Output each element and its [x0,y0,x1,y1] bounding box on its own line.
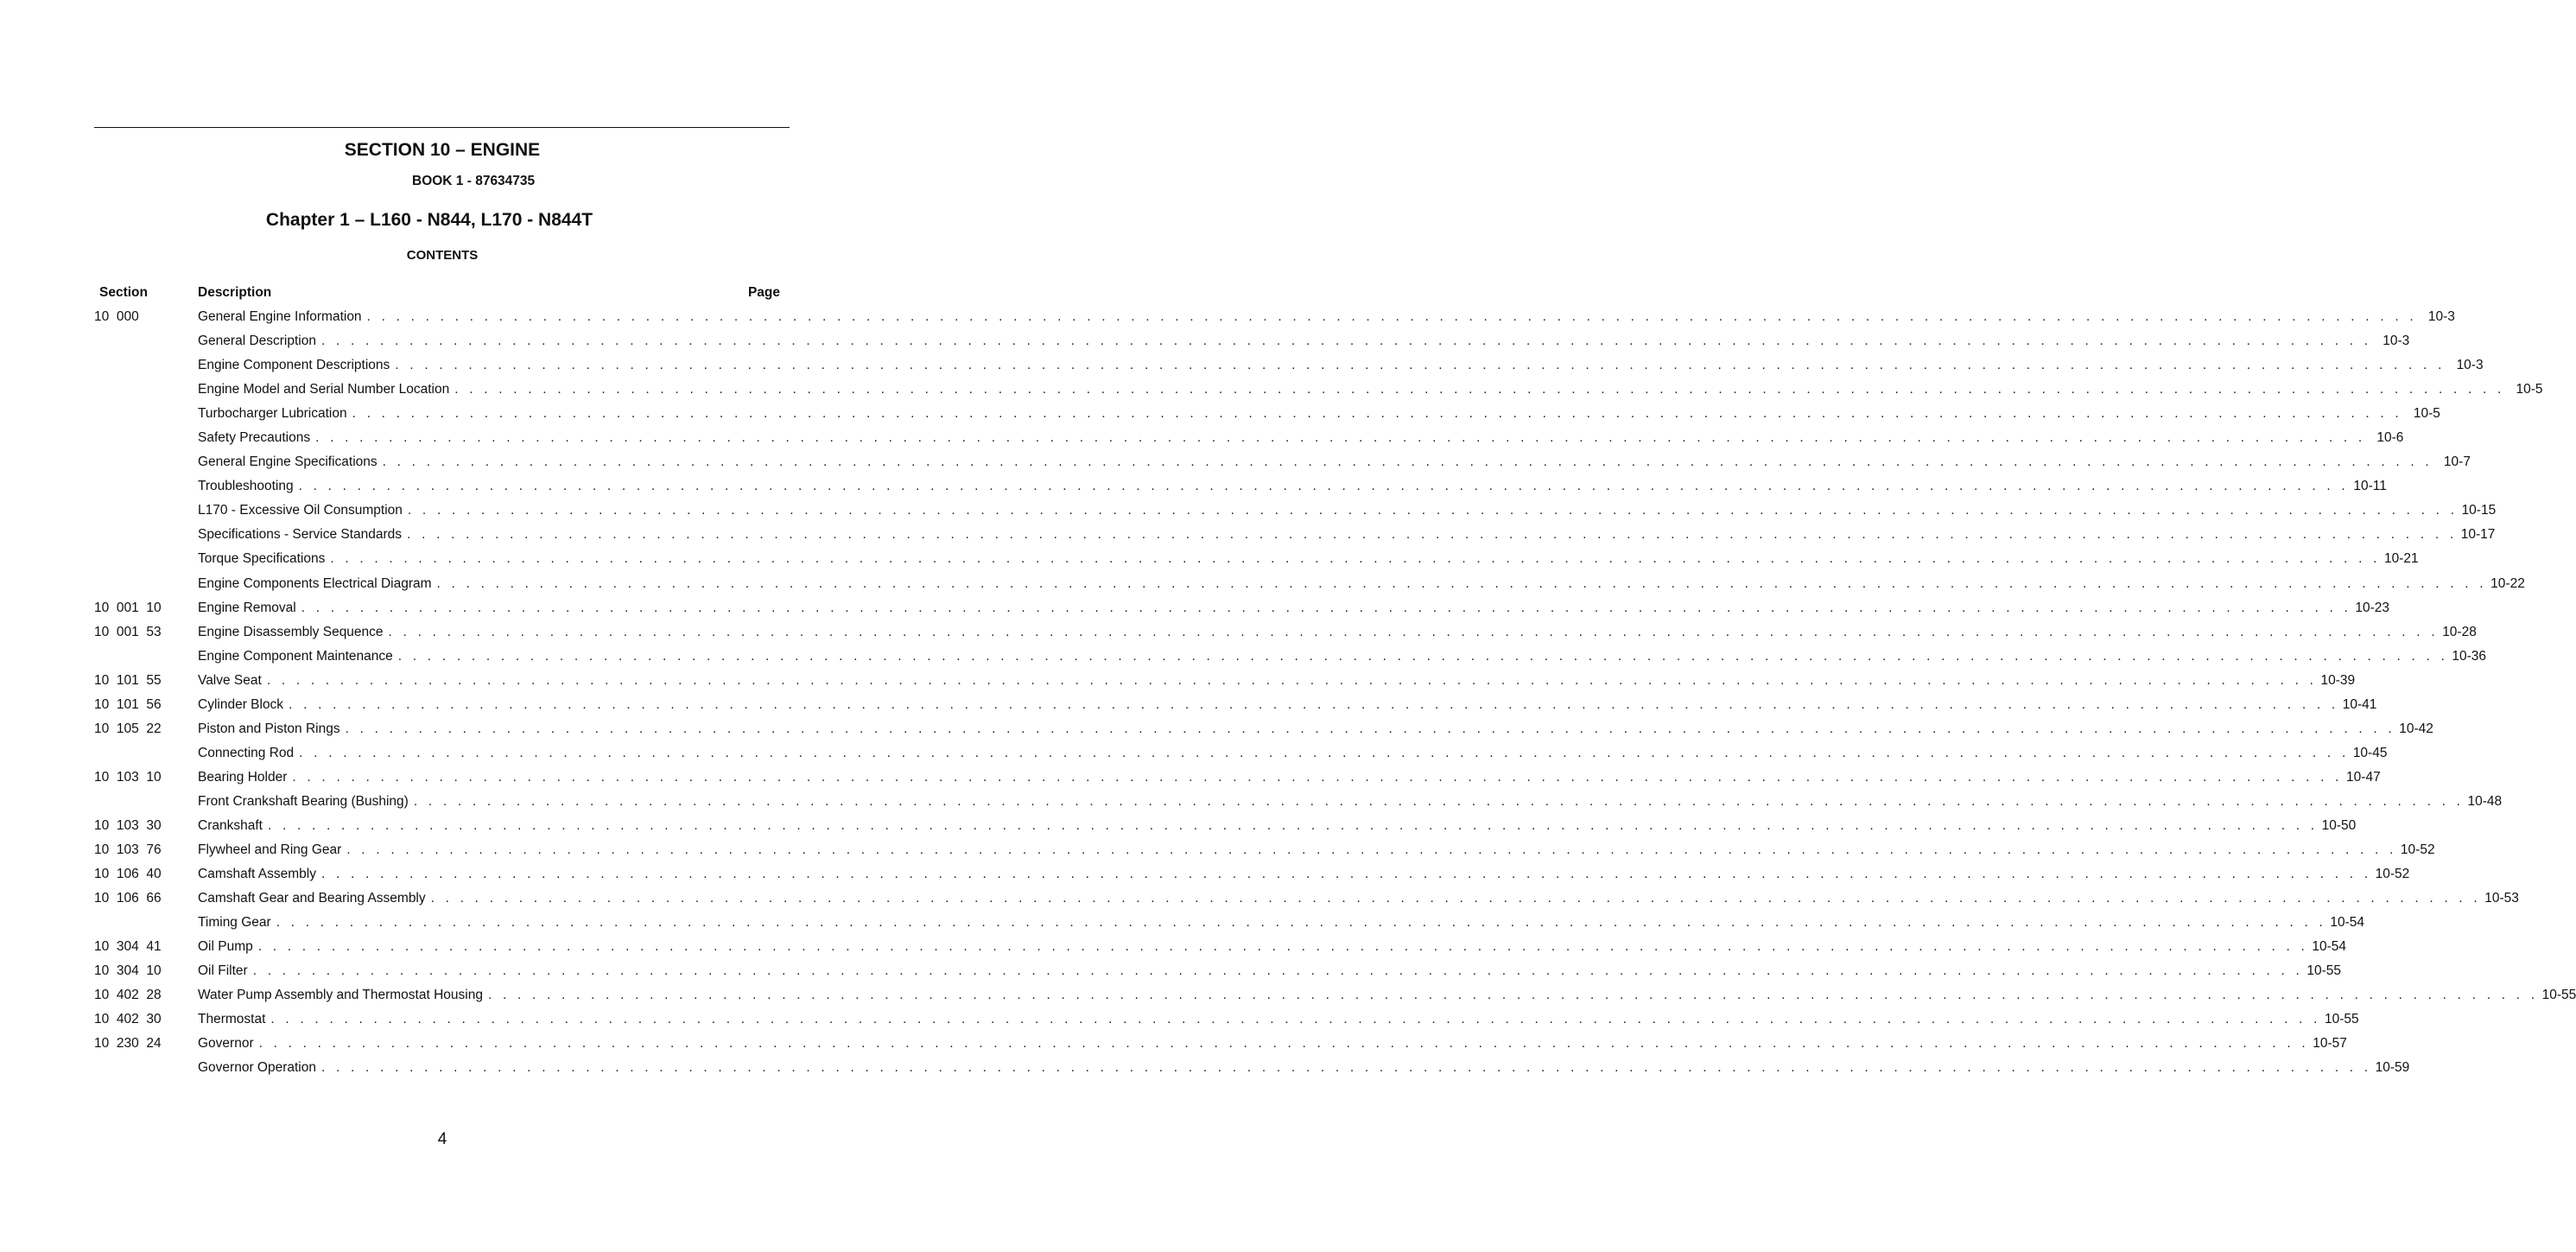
toc-dot-leader: . . . . . . . . . . . . . . . . . . . . . . . . . . . . . . . . . . . . . . . . . . . . . . . . . . . . . . . . . . . . . . . . . . . . . . . . . . . . . . . . . . . . . . . . . . . . . . . . . . . . . . . . . . . . . . . . . . . . . . . . . . . . . . . . . . . . . . . . . . . . [320,867,2372,882]
section-title: SECTION 10 – ENGINE [344,140,541,160]
toc-description: Water Pump Assembly and Thermostat Housing [198,985,488,1006]
toc-dot-leader: . . . . . . . . . . . . . . . . . . . . . . . . . . . . . . . . . . . . . . . . . . . . . . . . . . . . . . . . . . . . . . . . . . . . . . . . . . . . . . . . . . . . . . . . . . . . . . . . . . . . . . . . . . . . . . . . . . . . . . . . . . . . . . . . . . . . . . . . . . . . [407,527,2458,543]
toc-description: Camshaft Gear and Bearing Assembly [198,888,431,909]
toc-description: Torque Specifications [198,549,330,569]
toc-dot-leader: . . . . . . . . . . . . . . . . . . . . . . . . . . . . . . . . . . . . . . . . . . . . . . . . . . . . . . . . . . . . . . . . . . . . . . . . . . . . . . . . . . . . . . . . . . . . . . . . . . . . . . . . . . . . . . . . . . . . . . . . . . . . . . . . . . . . . . . . . . . . [436,575,2487,591]
toc-leader-line [198,840,2435,861]
toc-description: Engine Components Electrical Diagram [198,574,437,594]
toc-page-number: 10-17 [2457,524,2495,545]
column-header-section: Section [99,285,148,300]
toc-entry [94,598,2390,622]
toc-leader-line [198,912,2364,933]
toc-leader-line [198,1033,2347,1054]
toc-dot-leader: . . . . . . . . . . . . . . . . . . . . . . . . . . . . . . . . . . . . . . . . . . . . . . . . . . . . . . . . . . . . . . . . . . . . . . . . . . . . . . . . . . . . . . . . . . . . . . . . . . . . . . . . . . . . . . . . . . . . . . . . . . . . . . . . . . . . . . . . . . . . [270,1012,2321,1027]
toc-leader-line [198,500,2497,521]
toc-entry [94,307,2455,331]
toc-entry [94,912,2364,937]
toc-entry [94,428,2404,452]
toc-dot-leader: . . . . . . . . . . . . . . . . . . . . . . . . . . . . . . . . . . . . . . . . . . . . . . . . . . . . . . . . . . . . . . . . . . . . . . . . . . . . . . . . . . . . . . . . . . . . . . . . . . . . . . . . . . . . . . . . . . . . . . . . . . . . . . . . . . . . . . . . . . . . [258,1036,2309,1052]
contents-heading: CONTENTS [406,248,479,263]
toc-leader-line [198,791,2503,812]
toc-section-code: 10 101 56 [94,696,162,712]
toc-leader-line [198,1009,2359,1030]
toc-description: Governor [198,1033,259,1054]
toc-section-code: 10 103 10 [94,769,162,785]
toc-entry [94,379,2543,404]
toc-description: Troubleshooting [198,476,299,497]
toc-description: L170 - Excessive Oil Consumption [198,500,408,521]
column-header-description: Description [198,285,272,300]
toc-leader-line [198,961,2341,982]
toc-page-number: 10-48 [2464,791,2502,812]
toc-page-number: 10-52 [2371,864,2409,885]
toc-description: General Engine Specifications [198,452,383,473]
toc-description: Thermostat [198,1009,270,1030]
toc-entry [94,961,2341,985]
toc-page-number: 10-55 [2303,961,2341,982]
toc-entry [94,355,2484,379]
toc-entry [94,719,2433,743]
toc-description: Flywheel and Ring Gear [198,840,346,861]
toc-leader-line [198,307,2455,327]
toc-leader-line [198,719,2433,740]
toc-page-number: 10-54 [2308,937,2346,957]
toc-dot-leader: . . . . . . . . . . . . . . . . . . . . . . . . . . . . . . . . . . . . . . . . . . . . . . . . . . . . . . . . . . . . . . . . . . . . . . . . . . . . . . . . . . . . . . . . . . . . . . . . . . . . . . . . . . . . . . . . . . . . . . . . . . . . . . . . . . . . . . . . . . . . [321,1060,2372,1076]
toc-leader-line [198,574,2525,594]
toc-page-number: 10-36 [2448,646,2486,667]
toc-page-number: 10-52 [2397,840,2435,861]
toc-dot-leader: . . . . . . . . . . . . . . . . . . . . . . . . . . . . . . . . . . . . . . . . . . . . . . . . . . . . . . . . . . . . . . . . . . . . . . . . . . . . . . . . . . . . . . . . . . . . . . . . . . . . . . . . . . . . . . . . . . . . . . . . . . . . . . . . . . . . . . . . . . . . [345,721,2395,736]
toc-dot-leader: . . . . . . . . . . . . . . . . . . . . . . . . . . . . . . . . . . . . . . . . . . . . . . . . . . . . . . . . . . . . . . . . . . . . . . . . . . . . . . . . . . . . . . . . . . . . . . . . . . . . . . . . . . . . . . . . . . . . . . . . . . . . . . . . . . . . . . . . . . . . [346,842,2397,858]
toc-dot-leader: . . . . . . . . . . . . . . . . . . . . . . . . . . . . . . . . . . . . . . . . . . . . . . . . . . . . . . . . . . . . . . . . . . . . . . . . . . . . . . . . . . . . . . . . . . . . . . . . . . . . . . . . . . . . . . . . . . . . . . . . . . . . . . . . . . . . . . . . . . . . [382,454,2433,470]
toc-leader-line [198,598,2390,619]
toc-leader-line [198,864,2410,885]
toc-page-number: 10-47 [2343,767,2381,788]
toc-description: Engine Component Descriptions [198,355,395,376]
toc-entry [94,646,2487,670]
page-number: 4 [437,1130,447,1148]
toc-dot-leader: . . . . . . . . . . . . . . . . . . . . . . . . . . . . . . . . . . . . . . . . . . . . . . . . . . . . . . . . . . . . . . . . . . . . . . . . . . . . . . . . . . . . . . . . . . . . . . . . . . . . . . . . . . . . . . . . . . . . . . . . . . . . . . . . . . . . . . . . . . . . [252,963,2303,979]
toc-page-number: 10-6 [2365,428,2403,448]
toc-entry [94,791,2503,816]
toc-page-number: 10-41 [2338,695,2376,715]
toc-section-code: 10 101 55 [94,672,162,688]
toc-section-code: 10 106 40 [94,867,162,882]
toc-dot-leader: . . . . . . . . . . . . . . . . . . . . . . . . . . . . . . . . . . . . . . . . . . . . . . . . . . . . . . . . . . . . . . . . . . . . . . . . . . . . . . . . . . . . . . . . . . . . . . . . . . . . . . . . . . . . . . . . . . . . . . . . . . . . . . . . . . . . . . . . . . . . [320,334,2372,349]
toc-dot-leader: . . . . . . . . . . . . . . . . . . . . . . . . . . . . . . . . . . . . . . . . . . . . . . . . . . . . . . . . . . . . . . . . . . . . . . . . . . . . . . . . . . . . . . . . . . . . . . . . . . . . . . . . . . . . . . . . . . . . . . . . . . . . . . . . . . . . . . . . . . . . [292,769,2343,785]
book-number: BOOK 1 - 87634735 [412,174,536,188]
toc-page-number: 10-22 [2487,574,2525,594]
toc-leader-line [198,767,2381,788]
toc-entry [94,622,2477,646]
toc-dot-leader: . . . . . . . . . . . . . . . . . . . . . . . . . . . . . . . . . . . . . . . . . . . . . . . . . . . . . . . . . . . . . . . . . . . . . . . . . . . . . . . . . . . . . . . . . . . . . . . . . . . . . . . . . . . . . . . . . . . . . . . . . . . . . . . . . . . . . . . . . . . . [352,406,2402,422]
toc-page-number: 10-21 [2381,549,2419,569]
toc-page-number: 10-55 [2538,985,2576,1006]
toc-leader-line [198,743,2388,764]
toc-section-code: 10 230 24 [94,1036,162,1052]
toc-leader-line [198,985,2576,1006]
toc-dot-leader: . . . . . . . . . . . . . . . . . . . . . . . . . . . . . . . . . . . . . . . . . . . . . . . . . . . . . . . . . . . . . . . . . . . . . . . . . . . . . . . . . . . . . . . . . . . . . . . . . . . . . . . . . . . . . . . . . . . . . . . . . . . . . . . . . . . . . . . . . . . . [454,382,2505,397]
toc-dot-leader: . . . . . . . . . . . . . . . . . . . . . . . . . . . . . . . . . . . . . . . . . . . . . . . . . . . . . . . . . . . . . . . . . . . . . . . . . . . . . . . . . . . . . . . . . . . . . . . . . . . . . . . . . . . . . . . . . . . . . . . . . . . . . . . . . . . . . . . . . . . . [330,551,2381,567]
toc-description: Engine Component Maintenance [198,646,398,667]
toc-description: General Engine Information [198,307,367,327]
toc-description: Specifications - Service Standards [198,524,407,545]
toc-leader-line [198,524,2496,545]
toc-page-number: 10-50 [2318,816,2356,836]
toc-entry [94,816,2357,840]
toc-section-code: 10 402 30 [94,1012,162,1027]
toc-entry [94,452,2471,476]
toc-dot-leader: . . . . . . . . . . . . . . . . . . . . . . . . . . . . . . . . . . . . . . . . . . . . . . . . . . . . . . . . . . . . . . . . . . . . . . . . . . . . . . . . . . . . . . . . . . . . . . . . . . . . . . . . . . . . . . . . . . . . . . . . . . . . . . . . . . . . . . . . . . . . [388,624,2439,639]
toc-entry [94,985,2576,1009]
toc-dot-leader: . . . . . . . . . . . . . . . . . . . . . . . . . . . . . . . . . . . . . . . . . . . . . . . . . . . . . . . . . . . . . . . . . . . . . . . . . . . . . . . . . . . . . . . . . . . . . . . . . . . . . . . . . . . . . . . . . . . . . . . . . . . . . . . . . . . . . . . . . . . . [395,358,2446,373]
toc-leader-line [198,452,2471,473]
toc-section-code: 10 105 22 [94,721,162,736]
toc-description: Cylinder Block [198,695,289,715]
toc-entry [94,937,2347,961]
toc-leader-line [198,331,2410,352]
toc-description: Connecting Rod [198,743,299,764]
toc-dot-leader: . . . . . . . . . . . . . . . . . . . . . . . . . . . . . . . . . . . . . . . . . . . . . . . . . . . . . . . . . . . . . . . . . . . . . . . . . . . . . . . . . . . . . . . . . . . . . . . . . . . . . . . . . . . . . . . . . . . . . . . . . . . . . . . . . . . . . . . . . . . . [397,648,2449,664]
table-of-contents [94,307,2576,1083]
toc-page-number: 10-59 [2371,1058,2409,1078]
toc-leader-line [198,476,2387,497]
toc-page-number: 10-23 [2351,598,2389,619]
toc-entry [94,404,2440,428]
toc-dot-leader: . . . . . . . . . . . . . . . . . . . . . . . . . . . . . . . . . . . . . . . . . . . . . . . . . . . . . . . . . . . . . . . . . . . . . . . . . . . . . . . . . . . . . . . . . . . . . . . . . . . . . . . . . . . . . . . . . . . . . . . . . . . . . . . . . . . . . . . . . . . . [298,479,2349,494]
toc-leader-line [198,888,2519,909]
toc-section-code: 10 001 53 [94,624,162,639]
toc-dot-leader: . . . . . . . . . . . . . . . . . . . . . . . . . . . . . . . . . . . . . . . . . . . . . . . . . . . . . . . . . . . . . . . . . . . . . . . . . . . . . . . . . . . . . . . . . . . . . . . . . . . . . . . . . . . . . . . . . . . . . . . . . . . . . . . . . . . . . . . . . . . . [299,745,2350,760]
toc-dot-leader: . . . . . . . . . . . . . . . . . . . . . . . . . . . . . . . . . . . . . . . . . . . . . . . . . . . . . . . . . . . . . . . . . . . . . . . . . . . . . . . . . . . . . . . . . . . . . . . . . . . . . . . . . . . . . . . . . . . . . . . . . . . . . . . . . . . . . . . . . . . . [487,988,2539,1003]
toc-entry [94,888,2519,912]
toc-dot-leader: . . . . . . . . . . . . . . . . . . . . . . . . . . . . . . . . . . . . . . . . . . . . . . . . . . . . . . . . . . . . . . . . . . . . . . . . . . . . . . . . . . . . . . . . . . . . . . . . . . . . . . . . . . . . . . . . . . . . . . . . . . . . . . . . . . . . . . . . . . . . [257,939,2309,955]
toc-entry [94,574,2525,598]
toc-leader-line [198,404,2440,424]
toc-description: Crankshaft [198,816,268,836]
toc-leader-line [198,379,2543,400]
toc-description: Engine Disassembly Sequence [198,622,389,643]
toc-leader-line [198,816,2357,836]
toc-leader-line [198,355,2484,376]
toc-description: Governor Operation [198,1058,321,1078]
toc-leader-line [198,937,2347,957]
toc-entry [94,476,2387,500]
toc-description: Valve Seat [198,670,267,691]
toc-description: Engine Removal [198,598,301,619]
toc-page-number: 10-5 [2505,379,2543,400]
toc-section-code: 10 304 41 [94,939,162,955]
toc-page-number: 10-28 [2439,622,2477,643]
toc-entry [94,840,2435,864]
toc-description: Bearing Holder [198,767,292,788]
toc-page-number: 10-45 [2349,743,2387,764]
toc-entry [94,670,2356,695]
toc-entry [94,1033,2347,1058]
header-rule [94,127,790,128]
toc-page-number: 10-42 [2395,719,2433,740]
toc-description: Camshaft Assembly [198,864,321,885]
toc-leader-line [198,670,2356,691]
toc-dot-leader: . . . . . . . . . . . . . . . . . . . . . . . . . . . . . . . . . . . . . . . . . . . . . . . . . . . . . . . . . . . . . . . . . . . . . . . . . . . . . . . . . . . . . . . . . . . . . . . . . . . . . . . . . . . . . . . . . . . . . . . . . . . . . . . . . . . . . . . . . . . . [430,891,2481,906]
toc-section-code: 10 304 10 [94,963,162,979]
toc-page-number: 10-15 [2458,500,2496,521]
toc-dot-leader: . . . . . . . . . . . . . . . . . . . . . . . . . . . . . . . . . . . . . . . . . . . . . . . . . . . . . . . . . . . . . . . . . . . . . . . . . . . . . . . . . . . . . . . . . . . . . . . . . . . . . . . . . . . . . . . . . . . . . . . . . . . . . . . . . . . . . . . . . . . . [301,600,2352,615]
toc-page-number: 10-3 [2446,355,2484,376]
toc-dot-leader: . . . . . . . . . . . . . . . . . . . . . . . . . . . . . . . . . . . . . . . . . . . . . . . . . . . . . . . . . . . . . . . . . . . . . . . . . . . . . . . . . . . . . . . . . . . . . . . . . . . . . . . . . . . . . . . . . . . . . . . . . . . . . . . . . . . . . . . . . . . . [407,503,2459,518]
toc-entry [94,743,2388,767]
toc-entry [94,524,2496,549]
toc-description: Safety Precautions [198,428,315,448]
toc-section-code: 10 000 [94,309,139,324]
toc-description: General Description [198,331,321,352]
toc-dot-leader: . . . . . . . . . . . . . . . . . . . . . . . . . . . . . . . . . . . . . . . . . . . . . . . . . . . . . . . . . . . . . . . . . . . . . . . . . . . . . . . . . . . . . . . . . . . . . . . . . . . . . . . . . . . . . . . . . . . . . . . . . . . . . . . . . . . . . . . . . . . . [266,672,2318,688]
toc-description: Timing Gear [198,912,276,933]
toc-page-number: 10-54 [2326,912,2364,933]
toc-page-number: 10-39 [2317,670,2355,691]
toc-section-code: 10 106 66 [94,891,162,906]
toc-description: Turbocharger Lubrication [198,404,352,424]
toc-page-number: 10-53 [2481,888,2519,909]
toc-leader-line [198,1058,2410,1078]
toc-entry [94,695,2377,719]
toc-entry [94,549,2419,573]
toc-page-number: 10-5 [2402,404,2440,424]
toc-section-code: 10 001 10 [94,600,162,615]
toc-entry [94,500,2497,524]
toc-description: Oil Filter [198,961,253,982]
toc-entry [94,767,2381,791]
toc-entry [94,331,2410,355]
toc-page-number: 10-7 [2433,452,2471,473]
toc-page-number: 10-3 [2417,307,2455,327]
toc-description: Front Crankshaft Bearing (Bushing) [198,791,414,812]
chapter-title: Chapter 1 – L160 - N844, L170 - N844T [265,210,593,230]
toc-section-code: 10 103 76 [94,842,162,858]
toc-dot-leader: . . . . . . . . . . . . . . . . . . . . . . . . . . . . . . . . . . . . . . . . . . . . . . . . . . . . . . . . . . . . . . . . . . . . . . . . . . . . . . . . . . . . . . . . . . . . . . . . . . . . . . . . . . . . . . . . . . . . . . . . . . . . . . . . . . . . . . . . . . . . [413,793,2465,809]
toc-section-code: 10 103 30 [94,817,162,833]
toc-description: Piston and Piston Rings [198,719,346,740]
toc-description: Oil Pump [198,937,258,957]
toc-dot-leader: . . . . . . . . . . . . . . . . . . . . . . . . . . . . . . . . . . . . . . . . . . . . . . . . . . . . . . . . . . . . . . . . . . . . . . . . . . . . . . . . . . . . . . . . . . . . . . . . . . . . . . . . . . . . . . . . . . . . . . . . . . . . . . . . . . . . . . . . . . . . [276,915,2326,931]
toc-dot-leader: . . . . . . . . . . . . . . . . . . . . . . . . . . . . . . . . . . . . . . . . . . . . . . . . . . . . . . . . . . . . . . . . . . . . . . . . . . . . . . . . . . . . . . . . . . . . . . . . . . . . . . . . . . . . . . . . . . . . . . . . . . . . . . . . . . . . . . . . . . . . [289,696,2339,712]
toc-entry [94,1009,2359,1033]
toc-entry [94,1058,2410,1082]
toc-dot-leader: . . . . . . . . . . . . . . . . . . . . . . . . . . . . . . . . . . . . . . . . . . . . . . . . . . . . . . . . . . . . . . . . . . . . . . . . . . . . . . . . . . . . . . . . . . . . . . . . . . . . . . . . . . . . . . . . . . . . . . . . . . . . . . . . . . . . . . . . . . . . [267,817,2319,833]
toc-description: Engine Model and Serial Number Location [198,379,454,400]
toc-leader-line [198,428,2404,448]
toc-page-number: 10-57 [2309,1033,2347,1054]
toc-leader-line [198,549,2419,569]
toc-page-number: 10-3 [2371,331,2409,352]
toc-leader-line [198,622,2477,643]
toc-page-number: 10-55 [2321,1009,2359,1030]
toc-section-code: 10 402 28 [94,988,162,1003]
column-header-page: Page [747,285,780,300]
toc-entry [94,864,2410,888]
toc-page-number: 10-11 [2349,476,2387,497]
toc-dot-leader: . . . . . . . . . . . . . . . . . . . . . . . . . . . . . . . . . . . . . . . . . . . . . . . . . . . . . . . . . . . . . . . . . . . . . . . . . . . . . . . . . . . . . . . . . . . . . . . . . . . . . . . . . . . . . . . . . . . . . . . . . . . . . . . . . . . . . . . . . . . . [366,309,2417,324]
toc-leader-line [198,695,2377,715]
toc-leader-line [198,646,2487,667]
toc-dot-leader: . . . . . . . . . . . . . . . . . . . . . . . . . . . . . . . . . . . . . . . . . . . . . . . . . . . . . . . . . . . . . . . . . . . . . . . . . . . . . . . . . . . . . . . . . . . . . . . . . . . . . . . . . . . . . . . . . . . . . . . . . . . . . . . . . . . . . . . . . . . . [315,430,2366,446]
